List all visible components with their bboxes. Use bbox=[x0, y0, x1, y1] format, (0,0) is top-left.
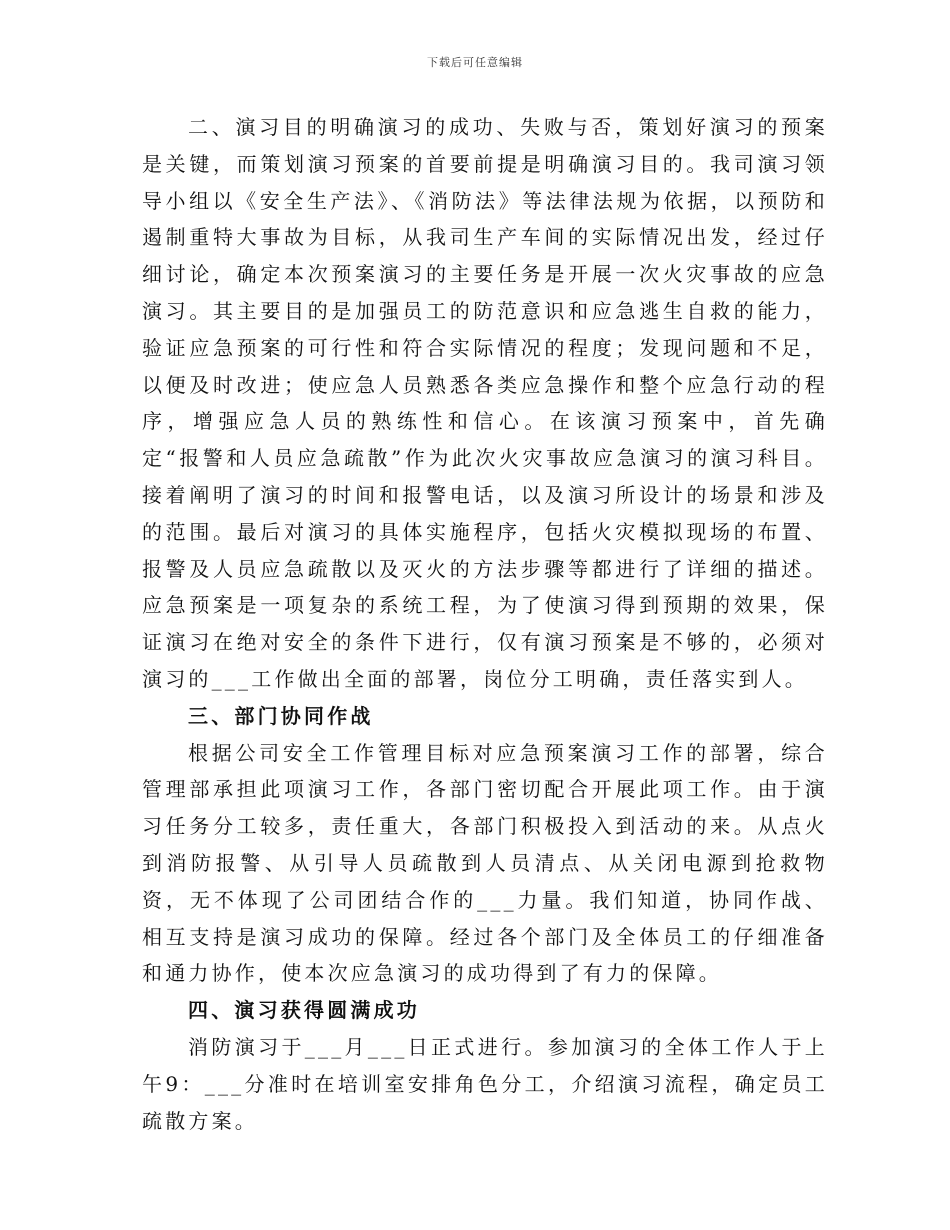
section-3-paragraph: 根据公司安全工作管理目标对应急预案演习工作的部署，综合管理部承担此项演习工作，各部门密切配合开展此项工作。由于演习任务分工较多，责任重大，各部门积极投入到活动的来。从点火到消防报警、从引导人员疏散到人员清点、从关闭电源到抢救物资，无不体现了公司团结合作的___力量。我们知道，协同作战、相互支持是演习成功的保障。经过各个部门及全体员工的仔细准备和通力协作，使本次应急演习的成功得到了有力的保障。 bbox=[142, 740, 828, 986]
document-body bbox=[142, 109, 828, 1139]
header-note: 下载后可任意编辑 bbox=[427, 56, 523, 69]
section-3-heading: 三、部门协同作战 bbox=[188, 703, 374, 728]
section-4-heading: 四、演习获得圆满成功 bbox=[188, 998, 420, 1023]
section-4-paragraph: 消防演习于___月___日正式进行。参加演习的全体工作人于上午9：___分准时在培训室安排角色分工，介绍演习流程，确定员工疏散方案。 bbox=[142, 1034, 828, 1133]
section-2-paragraph: 二、演习目的明确演习的成功、失败与否，策划好演习的预案是关键，而策划演习预案的首要前提是明确演习目的。我司演习领导小组以《安全生产法》、《消防法》等法律法规为依据，以预防和遏制重特大事故为目标，从我司生产车间的实际情况出发，经过仔细讨论，确定本次预案演习的主要任务是开展一次火灾事故的应急演习。其主要目的是加强员工的防范意识和应急逃生自救的能力，验证应急预案的可行性和符合实际情况的程度；发现问题和不足，以便及时改进；使应急人员熟悉各类应急操作和整个应急行动的程序，增强应急人员的熟练性和信心。在该演习预案中，首先确定“报警和人员应急疏散”作为此次火灾事故应急演习的演习科目。接着阐明了演习的时间和报警电话，以及演习所设计的场景和涉及的范围。最后对演习的具体实施程序，包括火灾模拟现场的布置、报警及人员应急疏散以及灭火的方法步骤等都进行了详细的描述。应急预案是一项复杂的系统工程，为了使演习得到预期的效果，保证演习在绝对安全的条件下进行，仅有演习预案是不够的，必须对演习的___工作做出全面的部署，岗位分工明确，责任落实到人。 bbox=[142, 115, 828, 691]
